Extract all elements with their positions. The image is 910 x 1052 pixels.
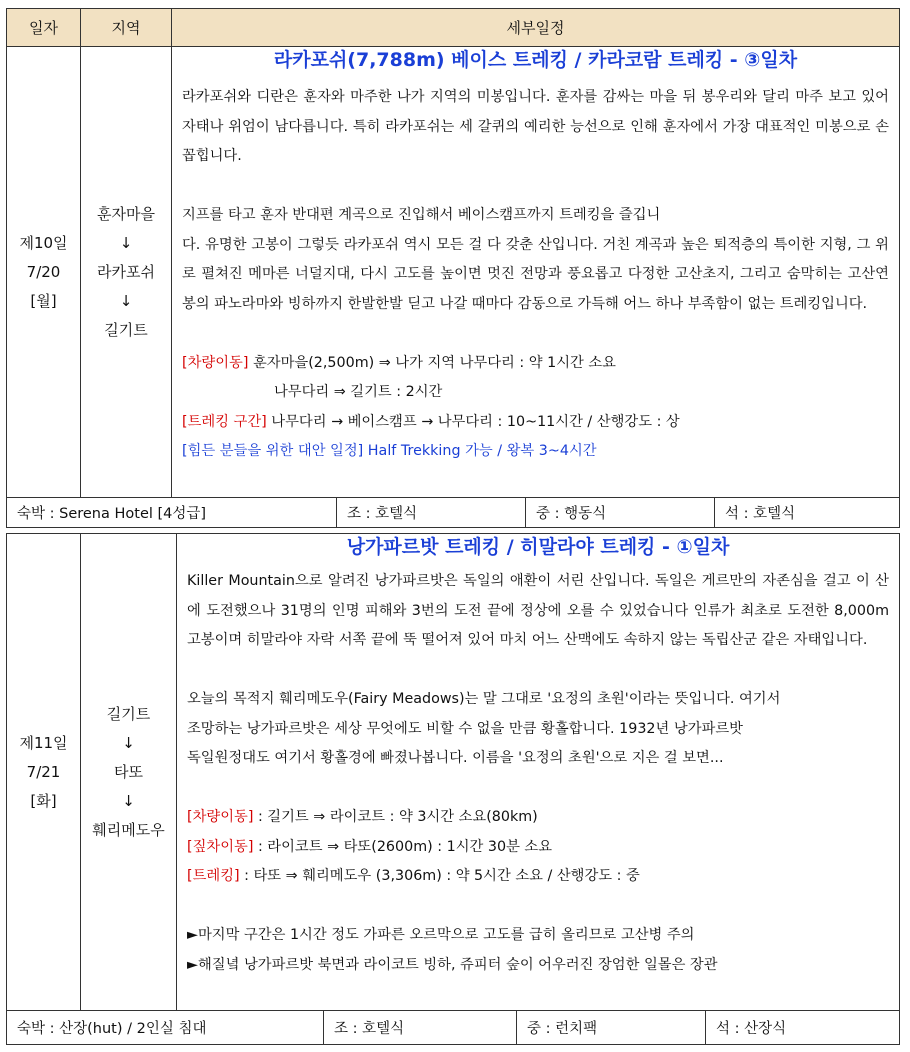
transport-line [187,803,889,833]
day-10-date [7,47,81,497]
trekking-text: : 타또 ⇒ 훼리메도우 (3,306m) : 약 5시간 소요 / 산행강도 : 중 [239,868,640,884]
day-11-accommodation-row [7,1010,899,1044]
trekking-label: [트레킹 구간] [182,413,267,430]
day-10-title: 라카포쉬(7,788m) 베이스 트레킹 / 카라코람 트레킹 - ③일차 [273,49,798,71]
arrow-down-icon: ↓ [119,291,133,310]
day-date: 7/20 [26,262,61,281]
region-item: 훈자마을 [97,204,155,223]
day-label: 제11일 [19,733,68,752]
region-item: 타또 [114,762,143,781]
day-10-detail [172,47,899,497]
trekking-label: [트레킹] [187,868,240,884]
transport-text: : 길기트 ⇒ 라이코트 : 약 3시간 소요(80km) [253,809,538,825]
alternative-label: [힘든 분들을 위한 대안 일정] [182,443,364,459]
day-10-region [81,47,172,497]
jeep-label: [짚차이동] [187,838,254,855]
day-date: 7/21 [26,762,61,781]
description-line: 지프를 타고 훈자 반대편 계곡으로 진입해서 베이스캠프까지 트레킹을 즐깁니 [182,207,661,223]
breakfast: 조 : 호텔식 [337,498,526,527]
day-11-date [7,534,81,1010]
note-line: ►마지막 구간은 1시간 정도 가파른 오르막으로 고도를 급히 올리므로 고산병 주의 [187,927,695,943]
arrow-down-icon: ↓ [122,733,135,752]
region-item: 길기트 [104,320,148,339]
description-line: 조망하는 낭가파르밧은 세상 무엇에도 비할 수 없을 만큼 황홀합니다. 1932년 낭가파르밧 [187,720,743,737]
day-weekday: [월] [30,291,57,310]
trekking-text: 나무다리 → 베이스캠프 → 나무다리 : 10~11시간 / 산행강도 : 상 [266,413,680,430]
trekking-line [182,408,889,438]
dinner: 석 : 호텔식 [725,506,796,522]
description-line: 오늘의 목적지 훼리메도우(Fairy Meadows)는 말 그대로 '요정의 초원'이라는 뜻입니다. 여기서 [187,691,781,707]
lunch: 중 : 행동식 [526,498,715,527]
trekking-line [187,862,889,892]
description-paragraph: 다. 유명한 고봉이 그렇듯 라카포쉬 역시 모든 걸 다 갖춘 산입니다. 거친 계곡과 높은 퇴적층의 특이한 지형, 그 위로 펼쳐진 메마른 너덜지대, 다시 고도를 높이면 멋진 전망과 풍요롭고 다정한 고산초지, 그리고 숨막히는 고산연봉의 파노라마와 빙하까지 한발한발 딛고 나갈 때마다 감동으로 가득해 어느 하나 부족함이 없는 트레킹입니다. [182,236,889,312]
accommodation: 숙박 : 산장(hut) / 2인실 침대 [7,1011,324,1044]
region-item: 길기트 [106,704,151,723]
accommodation: 숙박 : Serena Hotel [4성급] [7,498,337,527]
region-item: 라카포쉬 [97,262,155,281]
header-detail: 세부일정 [506,19,565,37]
note-line: ►해질녘 낭가파르밧 북면과 라이코트 빙하, 쥬피터 숲이 어우러진 장엄한 일몰은 장관 [187,956,718,973]
arrow-down-icon: ↓ [119,233,133,252]
day-11-block [6,533,900,1045]
transport-label: [차량이동] [187,809,254,825]
description-paragraph: Killer Mountain으로 알려진 낭가파르밧은 독일의 애환이 서린 산입니다. 독일은 게르만의 자존심을 걸고 이 산에 도전했으나 31명의 인명 피해와 3번의 도전 끝에 정상에 오를 수 있었습니다 인류가 최초로 도전한 8,000m 고봉이며 히말라야 자락 서쪽 끝에 뚝 떨어져 있어 마치 어느 산맥에도 속하지 않는 독립산군 같은 자태입니다. [187,573,889,648]
dinner: 석 : 산장식 [716,1021,787,1037]
transport-label: [차량이동] [182,354,249,371]
transport-text: 훈자마을(2,500m) ⇒ 나가 지역 나무다리 : 약 1시간 소요 [248,354,616,371]
alternative-line [182,437,889,467]
day-weekday: [화] [30,791,57,810]
jeep-text: : 라이코트 ⇒ 타또(2600m) : 1시간 30분 소요 [253,838,553,855]
description-line: 독일원정대도 여기서 황홀경에 빠졌나봅니다. 이름을 '요정의 초원'으로 지은 걸 보면... [187,750,724,766]
day-label: 제10일 [19,233,68,252]
header-date: 일자 [7,9,81,46]
schedule-header [6,8,900,47]
transport-line-2: 나무다리 ⇒ 길기트 : 2시간 [274,384,443,400]
day-10-accommodation-row [7,497,899,527]
breakfast: 조 : 호텔식 [324,1011,517,1044]
arrow-down-icon: ↓ [122,791,135,810]
alternative-text: Half Trekking 가능 / 왕복 3~4시간 [363,443,597,459]
day-11-region [81,534,177,1010]
transport-line [182,349,889,379]
day-10-block [6,46,900,528]
jeep-line [187,833,889,863]
region-item: 훼리메도우 [92,820,165,839]
day-11-title: 낭가파르밧 트레킹 / 히말라야 트레킹 - ①일차 [346,536,730,558]
lunch: 중 : 런치팩 [517,1011,706,1044]
description-paragraph: 라카포쉬와 디란은 훈자와 마주한 나가 지역의 미봉입니다. 훈자를 감싸는 마을 뒤 봉우리와 달리 마주 보고 있어 자태나 위엄이 남다릅니다. 특히 라카포쉬는 세 갈퀴의 예리한 능선으로 인해 훈자에서 가장 대표적인 미봉으로 손꼽힙니다. [182,89,889,164]
header-region: 지역 [81,9,172,46]
day-11-detail [177,534,899,1010]
